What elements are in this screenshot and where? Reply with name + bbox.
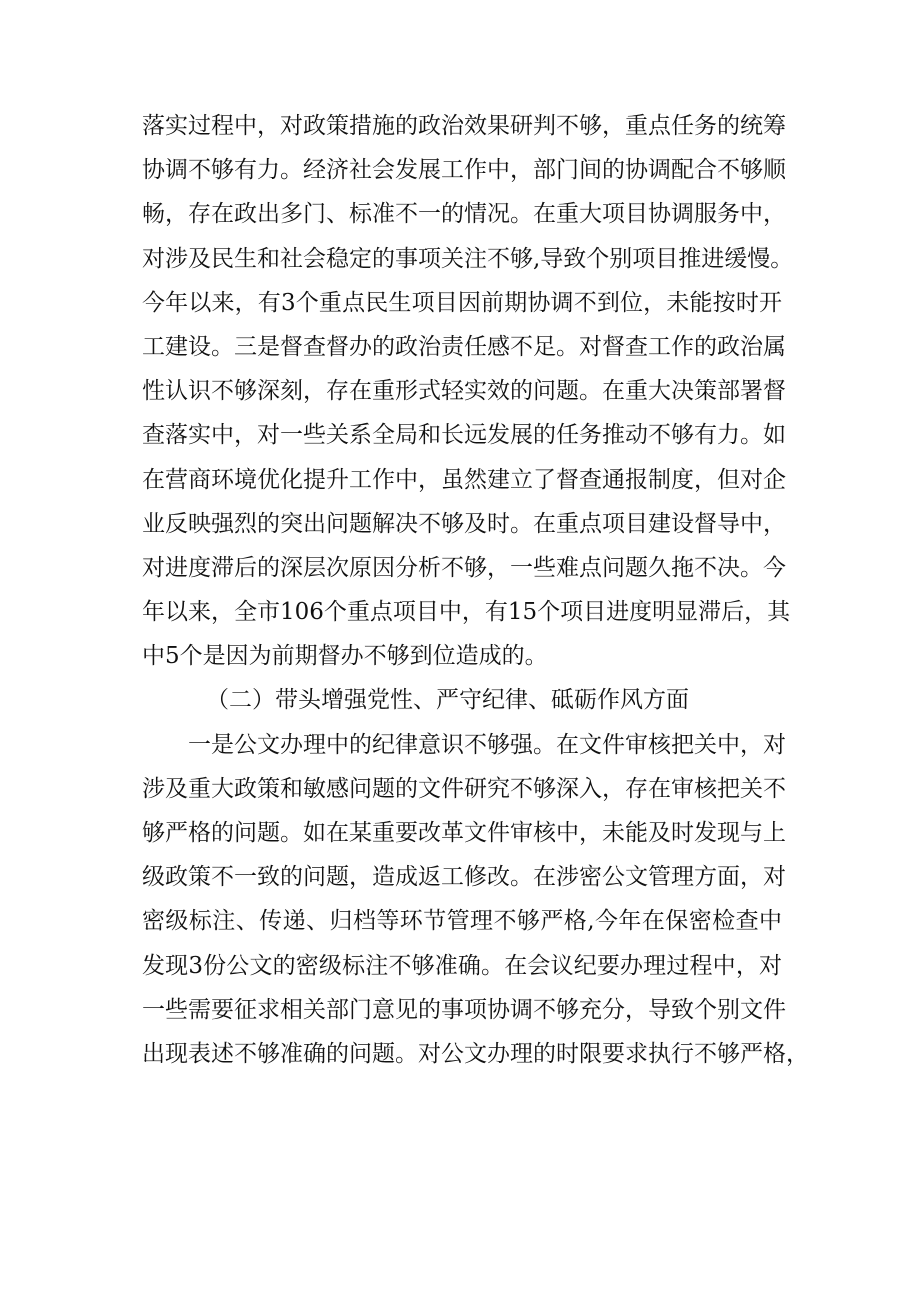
text-line-13: 中5个是因为前期督办不够到位造成的。: [142, 643, 548, 670]
text-line-10: 业反映强烈的突出问题解决不够及时。在重点项目建设督导中，: [142, 510, 786, 537]
text-line-18: 级政策不一致的问题，造成返工修改。在涉密公文管理方面，对: [142, 864, 786, 891]
text-line-19: 密级标注、传递、归档等环节管理不够严格,今年在保密检查中: [142, 908, 782, 935]
text-line-4: 对涉及民生和社会稳定的事项关注不够,导致个别项目推进缓慢。: [142, 245, 794, 272]
text-line-7: 性认识不够深刻，存在重形式轻实效的问题。在重大决策部署督: [142, 378, 786, 405]
text-line-2: 协调不够有力。经济社会发展工作中，部门间的协调配合不够顺: [142, 157, 786, 184]
text-line-15: 一是公文办理中的纪律意识不够强。在文件审核把关中，对: [188, 731, 786, 758]
text-line-9: 在营商环境优化提升工作中，虽然建立了督查通报制度，但对企: [142, 466, 786, 493]
text-line-16: 涉及重大政策和敏感问题的文件研究不够深入，存在审核把关不: [142, 775, 786, 802]
text-line-20: 发现3份公文的密级标注不够准确。在会议纪要办理过程中，对: [142, 952, 782, 979]
text-line-21: 一些需要征求相关部门意见的事项协调不够充分，导致个别文件: [142, 996, 786, 1023]
text-line-8: 查落实中，对一些关系全局和长远发展的任务推动不够有力。如: [142, 422, 786, 449]
section-heading: （二）带头增强党性、严守纪律、砥砺作风方面: [206, 687, 689, 714]
text-line-5: 今年以来，有3个重点民生项目因前期协调不到位，未能按时开: [142, 289, 782, 316]
text-line-12: 年以来，全市106个重点项目中，有15个项目进度明显滞后，其: [142, 599, 791, 626]
text-line-1: 落实过程中，对政策措施的政治效果研判不够，重点任务的统筹: [142, 113, 786, 139]
document-body: [142, 104, 809, 1076]
text-line-6: 工建设。三是督查督办的政治责任感不足。对督查工作的政治属: [142, 333, 786, 360]
text-line-22: 出现表述不够准确的问题。对公文办理的时限要求执行不够严格，: [142, 1040, 809, 1067]
text-line-17: 够严格的问题。如在某重要改革文件审核中，未能及时发现与上: [142, 820, 786, 846]
text-line-11: 对进度滞后的深层次原因分析不够，一些难点问题久拖不决。今: [142, 554, 786, 581]
text-line-3: 畅，存在政出多门、标准不一的情况。在重大项目协调服务中，: [142, 201, 786, 228]
